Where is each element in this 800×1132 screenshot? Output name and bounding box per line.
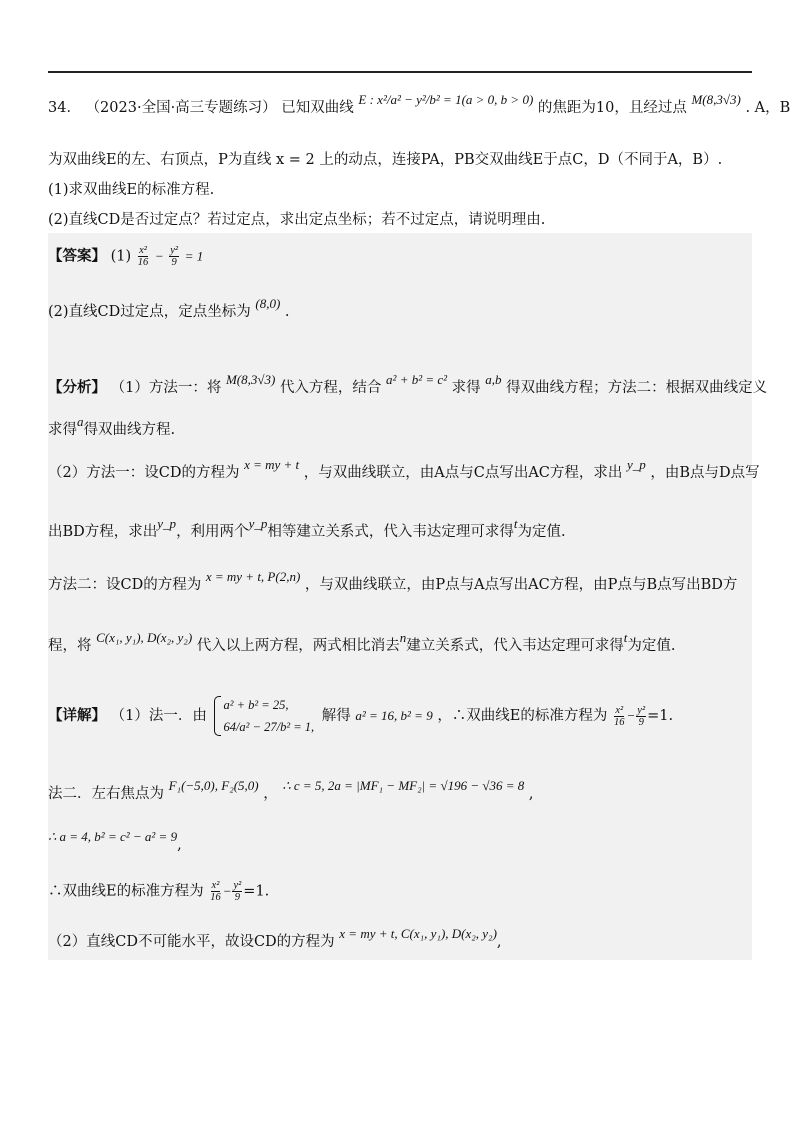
question-part-2: (2)直线CD是否过定点？若过定点，求出定点坐标；若不过定点，请说明理由. (48, 212, 546, 228)
minus-sign: − (154, 248, 164, 264)
system-row: 64/a² − 27/b² = 1, (223, 720, 315, 734)
question-number: 34． (48, 100, 81, 116)
question-part-1: (1)求双曲线E的标准方程. (48, 182, 215, 198)
fraction: $\frac{\text{y²}}{9}$ (233, 880, 242, 903)
fraction: $\frac{\text{x²}}{16}$ (210, 880, 221, 903)
question-text: 已知双曲线 (281, 100, 354, 116)
equation: C(x₁, y₁), D(x₂, y₂) (96, 630, 193, 645)
variable: t (513, 516, 518, 531)
analysis-label: 【分析】 (48, 379, 106, 396)
question-text: . A，B (745, 100, 791, 116)
variable: y_p (627, 457, 646, 472)
analysis-line-4 (48, 516, 566, 542)
period: . (284, 304, 290, 320)
analysis-text: 得双曲线方程. (83, 422, 176, 438)
variables: a,b (485, 372, 502, 387)
analysis-line-3 (48, 457, 760, 483)
detail-line-2 (48, 778, 534, 804)
system-row: a² + b² = 25, (223, 698, 289, 712)
analysis-text: 方法二：设CD的方程为 (48, 577, 202, 593)
equation: x = my + t, P(2,n) (205, 569, 301, 584)
analysis-line-5 (48, 569, 738, 595)
equation: ∴ c = 5, 2a = |MF₁ − MF₂| = √196 − √36 = 8 (282, 778, 525, 793)
equals-one: = 1 (184, 248, 204, 264)
analysis-text: ，利用两个 (176, 524, 249, 540)
analysis-text: 得双曲线方程；方法二：根据双曲线定义 (506, 380, 768, 396)
detail-line-3 (48, 829, 182, 855)
hyperbola-equation: E : x²/a² − y²/b² = 1(a > 0, b > 0) (358, 92, 534, 107)
detail-text: （2）直线CD不可能水平，故设CD的方程为 (48, 934, 335, 950)
equation-system (214, 694, 314, 738)
analysis-text: 程，将 (48, 638, 92, 654)
fraction: $\frac{\text{y²}}{9}$ (637, 704, 646, 728)
detail-text: （1）法一．由 (110, 708, 207, 724)
detail-text: ，∴双曲线E的标准方程为 (437, 708, 608, 724)
detail-text: ， (263, 786, 278, 802)
point-m: M(8,3√3) (225, 372, 276, 387)
analysis-text: 代入方程，结合 (279, 380, 382, 396)
analysis-text: （1）方法一：将 (110, 380, 222, 396)
minus-sign: − (222, 883, 232, 899)
analysis-text: 建立关系式，代入韦达定理可求得 (406, 638, 624, 654)
detail-line-4 (48, 880, 269, 903)
equation: a² = 16, b² = 9 (355, 708, 433, 723)
point-m: M(8,3√3) (691, 92, 741, 107)
analysis-text: 求得 (451, 380, 481, 396)
top-rule (48, 71, 752, 73)
analysis-text: 为定值. (517, 524, 566, 540)
variable: y_p (157, 516, 177, 531)
detail-text: ∴双曲线E的标准方程为 (48, 883, 204, 900)
analysis-text: 相等建立关系式，代入韦达定理可求得 (267, 524, 514, 540)
question-line-2: 为双曲线E的左、右顶点，P为直线 x = 2 上的动点，连接PA，PB交双曲线E于点C，D（不同于A，B）. (48, 152, 723, 168)
minus-sign: − (626, 708, 636, 723)
analysis-line-1 (48, 372, 768, 398)
detail-text: , (177, 837, 182, 853)
detail-text: 法二．左右焦点为 (48, 786, 164, 802)
variable: a (77, 414, 84, 429)
equation: ∴ a = 4, b² = c² − a² = 9 (48, 829, 178, 844)
fixed-point: (8,0) (255, 296, 281, 311)
variable: y_p (248, 516, 268, 531)
detail-text: =1. (647, 708, 674, 724)
analysis-line-2 (48, 414, 176, 440)
question-source: （2023·全国·高三专题练习） (85, 100, 277, 116)
analysis-text: ，与双曲线联立，由P点与A点写出AC方程，由P点与B点写出BD方 (304, 577, 738, 593)
answer-line-1 (48, 245, 203, 268)
answer-label: 【答案】 (48, 247, 106, 265)
answer-part-2: (2)直线CD过定点，定点坐标为 (48, 304, 251, 320)
variable: t (623, 630, 628, 645)
detail-text: =1. (243, 883, 270, 900)
analysis-text: 出BD方程，求出 (48, 524, 158, 540)
analysis-text: （2）方法一：设CD的方程为 (48, 465, 240, 481)
answer-line-2 (48, 296, 290, 322)
analysis-text: 为定值. (627, 638, 676, 654)
detail-line-5 (48, 926, 502, 952)
fraction: $\frac{\text{y²}}{9}$ (170, 245, 179, 268)
answer-part-1: (1) (110, 248, 132, 265)
analysis-text: 代入以上两方程，两式相比消去 (196, 638, 400, 654)
detail-text: , (528, 786, 534, 802)
equation: F₁(−5,0), F₂(5,0) (168, 778, 259, 793)
equation: x = my + t, C(x₁, y₁), D(x₂, y₂) (339, 926, 497, 941)
equation: a² + b² = c² (386, 372, 448, 387)
detail-text: , (496, 934, 502, 950)
question-text: 的焦距为10，且经过点 (537, 100, 687, 116)
equation: x = my + t (244, 457, 300, 472)
analysis-text: ，与双曲线联立，由A点与C点写出AC方程，求出 (303, 465, 623, 481)
detail-line-1 (48, 694, 673, 738)
analysis-line-6 (48, 630, 676, 656)
fraction: $\frac{\text{x²}}{16}$ (137, 245, 149, 268)
variable: n (399, 630, 407, 645)
analysis-text: 求得 (48, 422, 77, 438)
detail-label: 【详解】 (48, 707, 106, 724)
analysis-text: ，由B点与D点写 (650, 465, 760, 481)
question-line-1 (48, 92, 791, 118)
fraction: $\frac{\text{x²}}{16}$ (614, 704, 625, 728)
detail-text: 解得 (321, 708, 351, 724)
